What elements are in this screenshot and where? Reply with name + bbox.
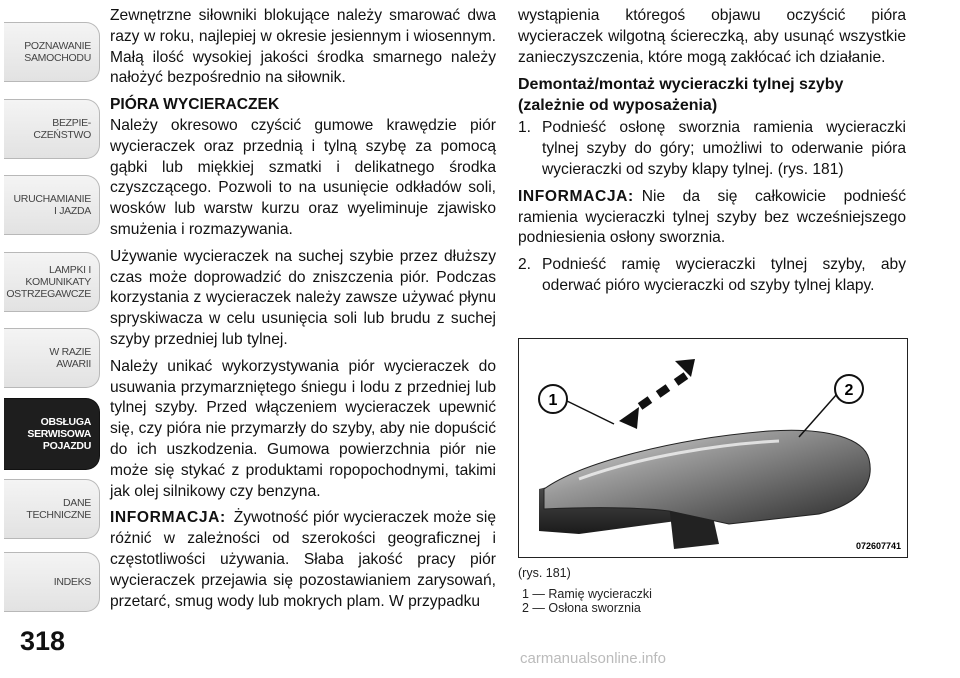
tab-label: POZNAWANIE SAMOCHODU xyxy=(24,40,91,64)
watermark: carmanualsonline.info xyxy=(520,650,666,667)
list-text: Podnieść osłonę sworznia ramienia wycieraczki tylnej szyby do góry; umożliwi to oderwanie pióra wycieraczki od szyby klapy tylnej. (rys. 181) xyxy=(542,119,906,178)
tab-w-razie-awarii[interactable] xyxy=(4,328,100,388)
info-label: INFORMACJA: xyxy=(518,187,634,205)
double-arrow-icon xyxy=(619,359,695,429)
info-label: INFORMACJA: xyxy=(110,509,226,527)
info-text: Żywotność piór wycieraczek może się różnić w zależności od szerokości geograficznej i częstotliwości używania. Słaba jakość pracy piór wycieraczek przejawia się pozostawianiem zarysowań, przetarć, smug wody lub mokrych plam. W przypadku xyxy=(110,509,496,610)
list-item xyxy=(518,118,906,180)
right-column xyxy=(518,6,906,303)
figure-number: (rys. 181) xyxy=(518,566,571,580)
tab-label: URUCHAMIANIE I JAZDA xyxy=(13,193,91,217)
tab-dane-techniczne[interactable] xyxy=(4,479,100,539)
info-paragraph xyxy=(110,508,496,612)
info-text: Nie da się całkowicie podnieść ramienia wycieraczki tylnej szyby bez wcześniejszego podniesienia osłony sworznia. xyxy=(518,187,906,247)
tab-obsluga-serwisowa[interactable] xyxy=(4,398,100,470)
tab-uruchamianie-i-jazda[interactable] xyxy=(4,175,100,235)
tab-lampki-i-komunikaty[interactable] xyxy=(4,252,100,312)
wiper-arm-illustration xyxy=(519,339,907,557)
tab-poznawanie-samochodu[interactable] xyxy=(4,22,100,82)
list-text: Podnieść ramię wycieraczki tylnej szyby, aby oderwać pióro wycieraczki od szyby tylnej klapy. xyxy=(542,256,906,294)
tab-indeks[interactable] xyxy=(4,552,100,612)
figure-code: 072607741 xyxy=(855,541,901,551)
paragraph: Używanie wycieraczek na suchej szybie przez dłuższy czas może doprowadzić do zniszczenia piór. Podczas korzystania z wycieraczek należy zawsze używać płynu spryskiwacza w celu usunięcia soli lub brudu z suchej szyby przedniej lub tylnej. xyxy=(110,247,496,348)
tab-label: LAMPKI I KOMUNIKATY OSTRZEGAWCZE xyxy=(6,264,91,300)
left-column xyxy=(110,6,496,618)
list-number: 1. xyxy=(518,119,532,137)
tab-label: OBSŁUGA SERWISOWA POJAZDU xyxy=(27,416,91,452)
callout-2-label: 2 xyxy=(844,382,854,399)
legend-item: 1 — Ramię wycieraczki xyxy=(522,586,652,601)
tab-bezpieczenstwo[interactable] xyxy=(4,99,100,159)
legend-item: 2 — Osłona sworznia xyxy=(522,601,641,615)
paragraph: Zewnętrzne siłowniki blokujące należy smarować dwa razy w roku, najlepiej w okresie jesiennym i wiosennym. Małą ilość wysokiej jakości środka smarnego należy nałożyć bezpośrednio na siłownik. xyxy=(110,7,496,87)
page-number: 318 xyxy=(20,626,66,656)
paragraph: Należy okresowo czyścić gumowe krawędzie piór wycieraczek oraz przednią i tylną szybę za pomocą gąbki lub miękkiej szmatki i delikatnego środka czyszczącego. Pozwoli to na usunięcie odkładów soli, wosków lub warstw kurzu oraz wyeliminuje zjawisko smużenia i rozmazywania. xyxy=(110,116,496,238)
tab-label: W RAZIE AWARII xyxy=(49,346,91,370)
section-heading: PIÓRA WYCIERACZEK xyxy=(110,96,280,114)
paragraph: wystąpienia któregoś objawu oczyścić pióra wycieraczek wilgotną ściereczką, aby usunąć wszystkie zanieczyszczenia, które mogą zakłócać ich działanie. xyxy=(518,7,906,66)
list-item xyxy=(518,255,906,297)
list-number: 2. xyxy=(518,256,532,274)
tab-label: INDEKS xyxy=(53,576,91,588)
tab-label: DANE TECHNICZNE xyxy=(26,497,91,521)
callout-1-label: 1 xyxy=(548,392,558,409)
paragraph: Należy unikać wykorzystywania piór wycieraczek do usuwania przymarzniętego śniegu i lodu z przedniej lub tylnej szyby. Przed włączeniem wycieraczek upewnić się, czy pióra nie przymarzły do szyby, aby nie dopuścić do ich uszkodzenia. Gumowa powierzchnia piór nie może się stykać z produktami ropopochodnymi, takimi jak olej silnikowy czy benzyna. xyxy=(110,357,496,500)
chapter-sidebar xyxy=(0,0,104,678)
subsection-heading: Demontaż/montaż wycieraczki tylnej szyby (zależnie od wyposażenia) xyxy=(518,76,844,115)
wiper-figure xyxy=(518,338,908,558)
info-paragraph xyxy=(518,187,906,249)
tab-label: BEZPIE- CZEŃSTWO xyxy=(33,117,91,141)
figure-caption xyxy=(518,566,652,616)
